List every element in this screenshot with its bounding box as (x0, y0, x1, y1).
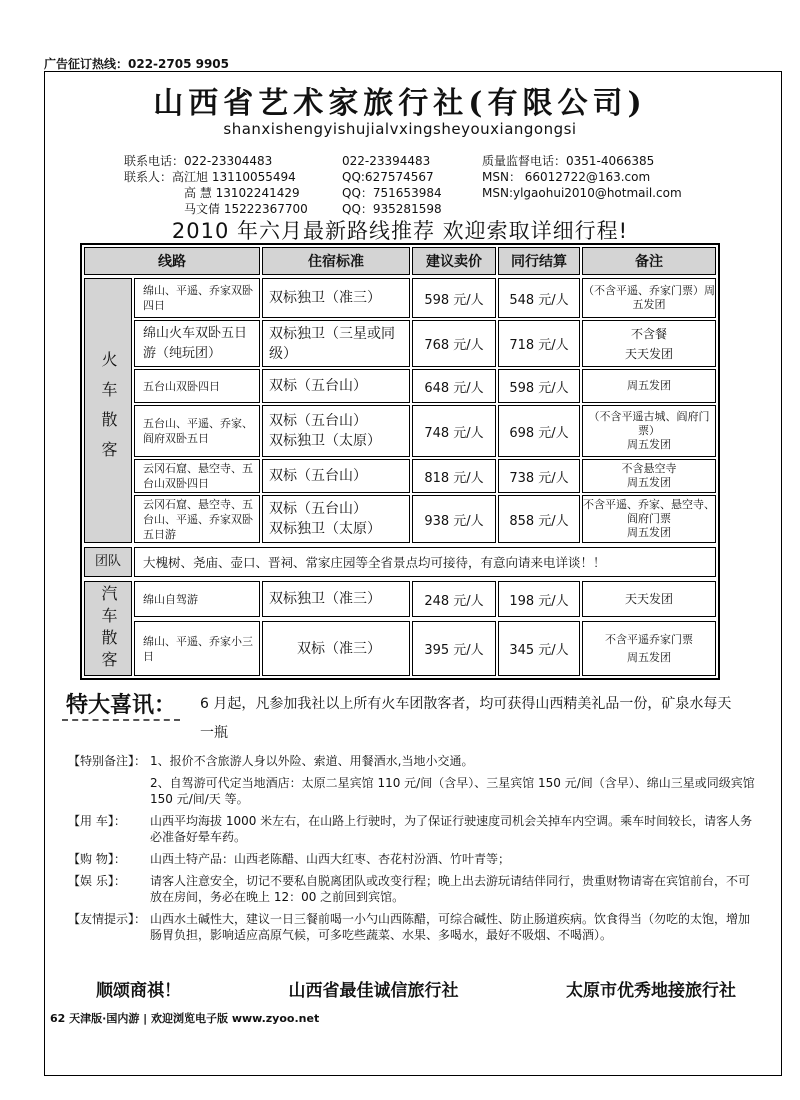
headline: 2010 年六月最新路线推荐 欢迎索取详细行程! (171, 219, 629, 243)
row-1-settlement: 548 元/人 (498, 278, 580, 318)
car-row-2-note: 不含平遥乔家门票 周五发团 (582, 621, 716, 676)
row-3-standard: 双标（五台山） (262, 369, 410, 403)
note-label: 【友情提示】： (68, 912, 147, 926)
slogans (96, 976, 736, 1001)
car-row-1-standard: 双标独卫（准三） (262, 581, 410, 617)
car-row-1-route: 绵山自驾游 (134, 581, 260, 617)
car-row-1-note: 天天发团 (582, 581, 716, 617)
note-text: 请客人注意安全，切记不要私自脱离团队或改变行程；晚上出去游玩请结伴同行，贵重财物请寄在宾馆前台，不可放在房间，务必在晚上 12：00 之前回到宾馆。 (150, 874, 751, 904)
car-row-1-settlement: 198 元/人 (498, 581, 580, 617)
note-shopping (68, 851, 758, 867)
contact-person-1: 联系人：高江旭 13110055494 (124, 170, 296, 184)
company-pinyin: shanxishengyishujialvxingsheyouxiangongsi (223, 120, 577, 138)
row-2-route: 绵山火车双卧五日游（纯玩团） (134, 320, 260, 367)
note-special-1 (68, 753, 758, 769)
slogan-2: 山西省最佳诚信旅行社 (288, 981, 459, 1001)
note-label (68, 775, 150, 807)
header-settlement: 同行结算 (498, 247, 580, 275)
note-vehicle (68, 813, 758, 845)
group-label-train: 火车散客 (84, 278, 132, 543)
car-row-2-route: 绵山、平遥、乔家小三日 (134, 621, 260, 676)
route-table (80, 243, 720, 680)
group-label-car: 汽车散客 (84, 581, 132, 676)
row-1-price: 598 元/人 (412, 278, 496, 318)
slogan-3: 太原市优秀地接旅行社 (566, 981, 736, 1001)
note-text: 山西土特产品：山西老陈醋、山西大红枣、杏花村汾酒、竹叶青等； (150, 852, 511, 866)
contact-msn-2: MSN:ylgaohui2010@hotmail.com (482, 186, 682, 200)
row-4-note: （不含平遥古城、阎府门票） 周五发团 (582, 405, 716, 457)
car-row-1-price: 248 元/人 (412, 581, 496, 617)
contact-phone: 联系电话：022-23304483 (124, 154, 273, 168)
notes-section (68, 753, 758, 949)
header-route: 线路 (84, 247, 260, 275)
row-1-route: 绵山、平遥、乔家双卧四日 (134, 278, 260, 318)
group-label-team: 团队 (84, 547, 132, 577)
car-row-2-price: 395 元/人 (412, 621, 496, 676)
row-3-settlement: 598 元/人 (498, 369, 580, 403)
promo-text: 6 月起，凡参加我社以上所有火车团散客者，均可获得山西精美礼品一份，矿泉水每天一瓶 (200, 696, 732, 741)
row-4-price: 748 元/人 (412, 405, 496, 457)
row-6-route: 云冈石窟、悬空寺、五台山、平遥、乔家双卧五日游 (134, 495, 260, 543)
note-text: 山西平均海拔 1000 米左右，在山路上行驶时，为了保证行驶速度司机会关掉车内空调。乘车时间较长，请客人务必准备好晕车药。 (150, 814, 753, 844)
contact-msn-1: MSN： 66012722@163.com (482, 170, 651, 184)
row-2-note: 不含餐 天天发团 (582, 320, 716, 367)
row-6-note: 不含平遥、乔家、悬空寺、阎府门票 周五发团 (582, 495, 716, 543)
note-entertainment (68, 873, 758, 905)
quality-phone: 质量监督电话：0351-4066385 (482, 154, 655, 168)
team-description: 大槐树、尧庙、壶口、晋祠、常家庄园等全省景点均可接待，有意向请来电详谈！！ (134, 547, 716, 577)
header-price: 建议卖价 (412, 247, 496, 275)
contact-person-2: 高 慧 13102241429 (184, 186, 300, 200)
note-text: 山西水土碱性大，建议一日三餐前喝一小勺山西陈醋，可综合碱性、防止肠道疾病。饮食得当（勿吃的太饱，增加肠胃负担，影响适应高原气候，可多吃些蔬菜、水果、多喝水，最好不吸烟、不喝酒）。 (150, 912, 751, 942)
row-5-note: 不含悬空寺 周五发团 (582, 459, 716, 493)
car-row-2-settlement: 345 元/人 (498, 621, 580, 676)
row-5-route: 云冈石窟、悬空寺、五台山双卧四日 (134, 459, 260, 493)
row-1-standard: 双标独卫（准三） (262, 278, 410, 318)
contact-qq-1: QQ:627574567 (342, 170, 434, 184)
slogan-1: 顺颂商祺！ (96, 981, 181, 1001)
note-text: 1、报价不含旅游人身以外险、索道、用餐酒水,当地小交通。 (150, 754, 474, 768)
row-3-price: 648 元/人 (412, 369, 496, 403)
row-3-note: 周五发团 (582, 369, 716, 403)
car-row-2-standard: 双标（准三） (262, 621, 410, 676)
row-4-route: 五台山、平遥、乔家、阎府双卧五日 (134, 405, 260, 457)
row-5-standard: 双标（五台山） (262, 459, 410, 493)
note-label: 【用 车】： (68, 814, 126, 828)
row-2-settlement: 718 元/人 (498, 320, 580, 367)
note-text: 2、自驾游可代定当地酒店：太原二星宾馆 110 元/间（含早）、三星宾馆 150 元/间（含早）、绵山三星或同级宾馆 150 元/间/天 等。 (150, 776, 755, 806)
row-6-price: 938 元/人 (412, 495, 496, 543)
header-note: 备注 (582, 247, 716, 275)
row-4-standard: 双标（五台山） 双标独卫（太原） (262, 405, 410, 457)
page-footer: 62 天津版·国内游 | 欢迎浏览电子版 www.zyoo.net (50, 1012, 320, 1025)
promo-title: 特大喜讯： (62, 688, 180, 721)
row-6-standard: 双标（五台山） 双标独卫（太原） (262, 495, 410, 543)
note-tips (68, 911, 758, 943)
note-special-2 (68, 775, 758, 807)
row-1-note: （不含平遥、乔家门票）周五发团 (582, 278, 716, 318)
note-label: 【特别备注】： (68, 754, 147, 768)
row-2-price: 768 元/人 (412, 320, 496, 367)
contact-qq-2: QQ：751653984 (342, 186, 442, 200)
note-label: 【娱 乐】： (68, 874, 126, 888)
contact-phone-2: 022-23394483 (342, 154, 431, 168)
contact-person-3: 马文倩 15222367700 (184, 202, 308, 216)
header-standard: 住宿标准 (262, 247, 410, 275)
row-3-route: 五台山双卧四日 (134, 369, 260, 403)
row-6-settlement: 858 元/人 (498, 495, 580, 543)
ad-hotline: 广告征订热线：022-2705 9905 (44, 57, 230, 71)
row-5-settlement: 738 元/人 (498, 459, 580, 493)
contact-qq-3: QQ：935281598 (342, 202, 442, 216)
note-label: 【购 物】： (68, 852, 126, 866)
row-5-price: 818 元/人 (412, 459, 496, 493)
company-name: 山西省艺术家旅行社(有限公司) (153, 86, 647, 121)
row-2-standard: 双标独卫（三星或同级） (262, 320, 410, 367)
row-4-settlement: 698 元/人 (498, 405, 580, 457)
